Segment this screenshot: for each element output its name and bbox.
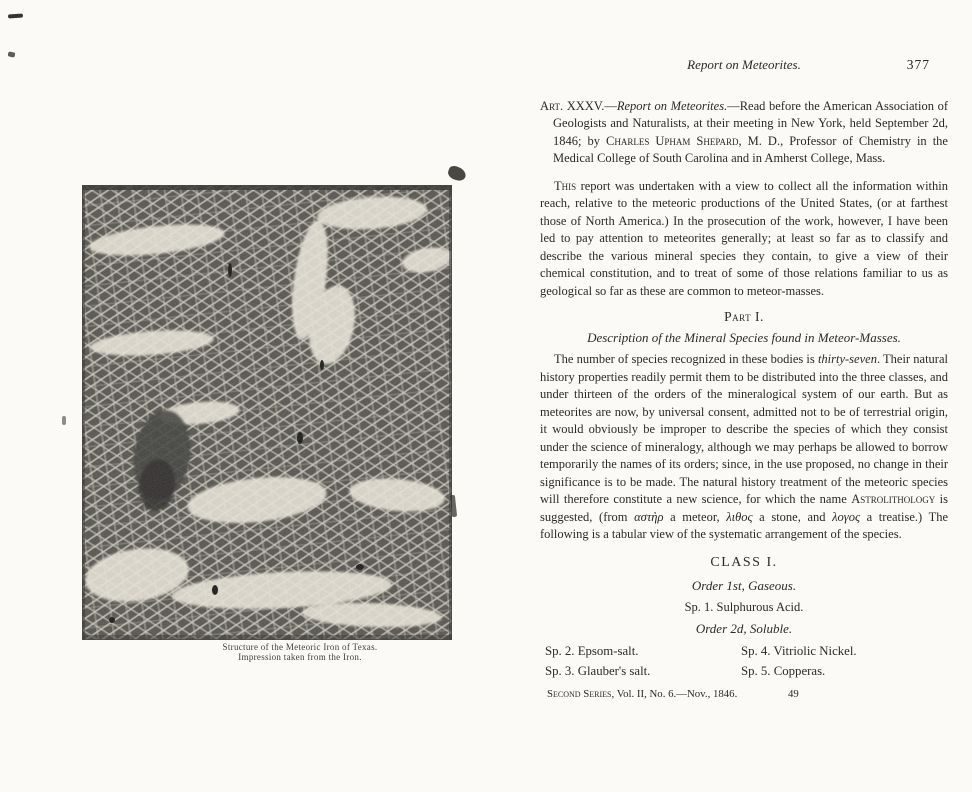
paragraph-species: The number of species recognized in these bodies is thirty-seven. Their natural history properties readily permit them to be distributed into the three classes, and under thirteen of the orders of the mineralogical system of our earth. But as meteorites are now, by universal consent, admitted not to be of terrestrial origin, it would obviously be improper to describe the species of which they consist under the science of mineralogy, although we may perhaps be allowed to borrow temporarily the names of its orders; since, in the use proposed, no change in their significance is to be made. The natural history treatment of the meteoric species will therefore constitute a new science, for which the name Astrolithology is suggested, (from αστὴρ a meteor, λιθος a stone, and λογος a treatise.) The following is a tabular view of the systematic arrangement of the species. xyxy=(540,352,949,541)
signature-number: 49 xyxy=(787,687,799,700)
running-head xyxy=(540,56,948,74)
paragraph-introduction: This report was undertaken with a view to collect all the information within reach, relative to the meteoric productions of the United States, (or at farthest those of North America.) In the prosecution of the work, however, I have been led to pay attention to meteorites generally; at least so far as to classify and describe the various mineral species they contain, to give a view of their chemical constitution, and to treat of some of those relations familiar to us as geological so far as these are common to meteor-masses. xyxy=(540,178,948,298)
species-table xyxy=(540,643,948,681)
article-heading: Art. XXXV.—Report on Meteorites.—Read before the American Association of Geologists and Naturalists, at their meeting in New York, held September 2d, 1846; by Charles Upham Shepard, M. D., Professor of Chemistry in the Medical College of South Carolina and in Amherst College, Mass. xyxy=(540,98,948,165)
imprint-line xyxy=(540,686,948,704)
species-item: Sp. 3. Glauber's salt. xyxy=(545,664,651,678)
figure-caption xyxy=(130,642,470,662)
scan-artifact xyxy=(450,495,457,517)
scan-artifact xyxy=(8,51,16,57)
series-imprint: Second Series, Vol. II, No. 6.—Nov., 1846. xyxy=(547,687,738,700)
class-heading: CLASS I. xyxy=(710,554,778,570)
meteoric-iron-figure xyxy=(82,185,452,640)
order-2-heading: Order 2d, Soluble. xyxy=(695,621,793,636)
species-1: Sp. 1. Sulphurous Acid. xyxy=(684,599,804,614)
widmanstatten-pattern-plate xyxy=(82,185,452,640)
scan-artifact xyxy=(8,13,23,18)
species-item: Sp. 2. Epsom-salt. xyxy=(545,643,639,658)
text-page xyxy=(540,56,948,703)
running-head-title: Report on Meteorites. xyxy=(687,57,801,72)
figure-caption-line2: Impression taken from the Iron. xyxy=(238,652,362,662)
scan-artifact xyxy=(62,416,66,425)
species-item: Sp. 4. Vitriolic Nickel. xyxy=(741,643,857,658)
part-subtitle: Description of the Mineral Species found in Meteor-Masses. xyxy=(587,329,901,345)
order-1-heading: Order 1st, Gaseous. xyxy=(691,578,797,593)
figure-caption-line1: Structure of the Meteoric Iron of Texas. xyxy=(222,642,378,652)
page-number: 377 xyxy=(906,57,930,72)
species-item: Sp. 5. Copperas. xyxy=(741,664,826,678)
scan-artifact xyxy=(446,164,467,182)
part-heading: Part I. xyxy=(724,309,764,324)
